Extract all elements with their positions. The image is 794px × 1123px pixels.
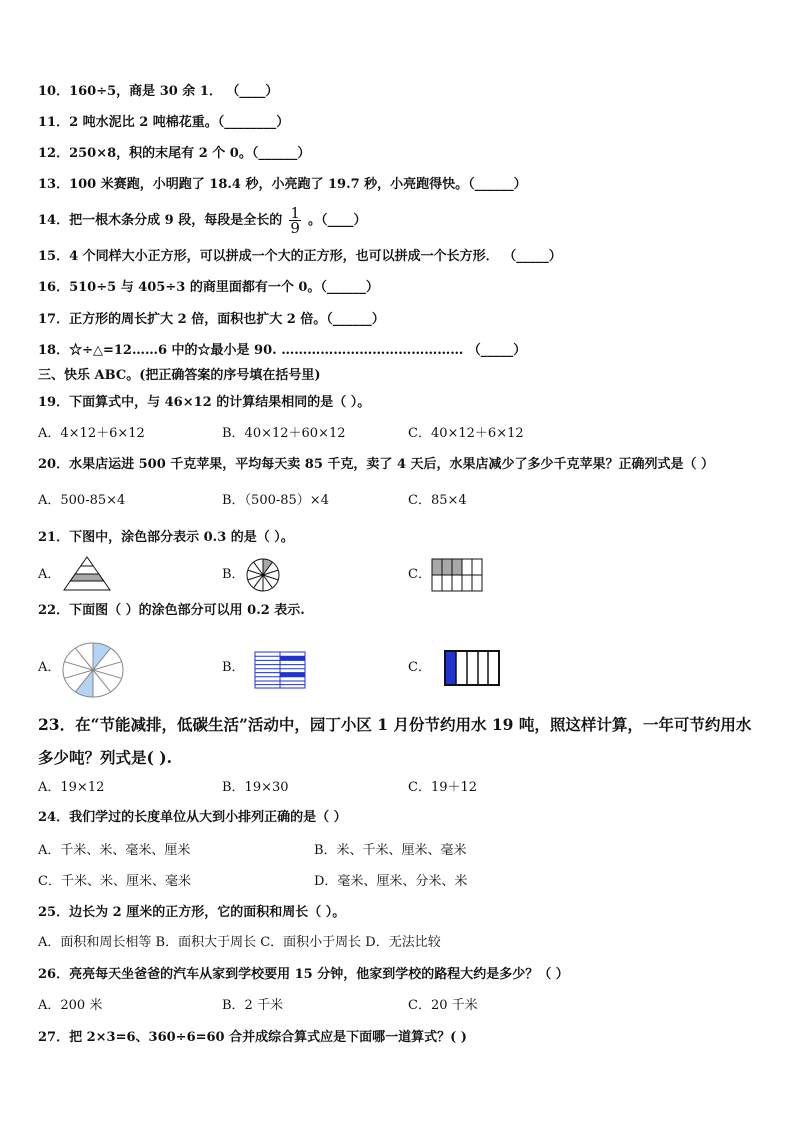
bar-rect-figure [444, 650, 500, 686]
question-18: 18．☆÷△=12……6 中的☆最小是 90. …………………………………… （_____） [38, 343, 527, 358]
q20-option-c: C．85×4 [408, 493, 467, 508]
pie-figure [62, 642, 124, 698]
question-25: 25．边长为 2 厘米的正方形，它的面积和周长（ ）。 [38, 905, 346, 920]
q21-option-b: B． [222, 567, 245, 582]
q19-option-c: C．40×12＋6×12 [408, 426, 524, 441]
question-14: 14．把一根木条分成 9 段，每段是全长的 $\frac{1}{9}$ 。（____） [38, 204, 367, 237]
question-16: 16．510÷5 与 405÷3 的商里面都有一个 0。（______） [38, 280, 379, 295]
question-24: 24．我们学过的长度单位从大到小排列正确的是（ ） [38, 810, 347, 825]
q23-option-b: B．19×30 [222, 780, 289, 795]
q19-option-b: B．40×12＋60×12 [222, 426, 346, 441]
question-15: 15．4 个同样大小正方形，可以拼成一个大的正方形，也可以拼成一个长方形． （_____） [38, 249, 562, 264]
question-13: 13．100 米赛跑，小明跑了 18.4 秒，小亮跑了 19.7 秒，小亮跑得快。（______） [38, 177, 527, 192]
q23-option-a: A．19×12 [38, 780, 105, 795]
section-3-heading: 三、快乐 ABC。(把正确答案的序号填在括号里) [38, 368, 321, 383]
triangle-figure [62, 555, 112, 593]
grid-figure [431, 558, 483, 592]
question-12: 12．250×8，积的末尾有 2 个 0。（______） [38, 146, 311, 161]
question-23-line-2: 多少吨？列式是( ). [38, 748, 172, 767]
q20-option-b: B．（500-85）×4 [222, 493, 329, 508]
q22-option-a: A． [38, 660, 61, 675]
q21-option-a: A． [38, 567, 61, 582]
q19-option-a: A．4×12＋6×12 [38, 426, 145, 441]
question-11: 11．2 吨水泥比 2 吨棉花重。（________） [38, 115, 290, 130]
q22-option-c: C． [408, 660, 431, 675]
question-20: 20．水果店运进 500 千克苹果，平均每天卖 85 千克，卖了 4 天后，水果店减少了多少千克苹果？正确列式是（ ） [38, 457, 715, 472]
q24-option-c: C．千米、米、厘米、毫米 [38, 874, 191, 889]
q23-option-c: C．19＋12 [408, 780, 478, 795]
question-19: 19．下面算式中，与 46×12 的计算结果相同的是（ ）。 [38, 395, 371, 410]
question-21: 21．下图中，涂色部分表示 0.3 的是（ ）。 [38, 530, 294, 545]
striped-rect-figure [254, 651, 306, 689]
question-26: 26．亮亮每天坐爸爸的汽车从家到学校要用 15 分钟，他家到学校的路程大约是多少？（ ） [38, 967, 569, 982]
q24-option-a: A．千米、米、毫米、厘米 [38, 843, 191, 858]
question-22: 22．下面图（ ）的涂色部分可以用 0.2 表示. [38, 603, 305, 618]
q24-option-b: B．米、千米、厘米、毫米 [314, 843, 467, 858]
fraction-one-ninth: $\frac{1}{9}$ [290, 204, 300, 237]
question-10: 10．160÷5，商是 30 余 1． （____） [38, 84, 279, 99]
question-17: 17．正方形的周长扩大 2 倍，面积也扩大 2 倍。（______） [38, 312, 385, 327]
q26-option-b: B．2 千米 [222, 998, 283, 1013]
q22-option-b: B． [222, 660, 245, 675]
circle-figure [245, 558, 281, 592]
q21-option-c: C． [408, 567, 431, 582]
q26-option-a: A．200 米 [38, 998, 103, 1013]
question-27: 27．把 2×3=6、360÷6=60 合并成综合算式应是下面哪一道算式？( ) [38, 1030, 467, 1045]
q25-options: A．面积和周长相等 B．面积大于周长 C．面积小于周长 D．无法比较 [38, 935, 441, 950]
q20-option-a: A．500-85×4 [38, 493, 126, 508]
question-23-line-1: 23．在“节能减排，低碳生活”活动中，园丁小区 1 月份节约用水 19 吨，照这样计算，一年可节约用水 [38, 715, 752, 734]
q26-option-c: C．20 千米 [408, 998, 478, 1013]
q24-option-d: D．毫米、厘米、分米、米 [314, 874, 468, 889]
